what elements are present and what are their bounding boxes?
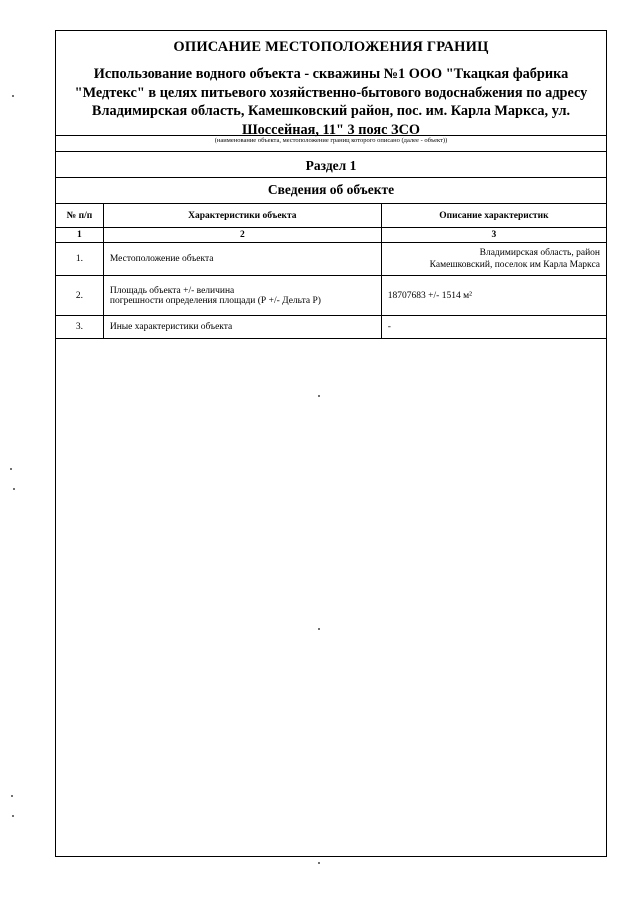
subject-line: Владимирская область, Камешковский район, пос. им. Карла Маркса, ул. bbox=[91, 103, 571, 120]
row-number: 1. bbox=[56, 243, 103, 276]
scan-speck bbox=[12, 815, 14, 817]
table-row bbox=[56, 316, 606, 339]
scan-speck bbox=[10, 468, 12, 470]
scan-speck bbox=[13, 488, 15, 490]
row-number: 2. bbox=[56, 276, 103, 316]
characteristic-line: погрешности определения площади (Р +/- Дельта Р) bbox=[109, 295, 321, 306]
description-cell: 18707683 +/- 1514 м² bbox=[381, 276, 606, 316]
header-cell: № п/п bbox=[56, 204, 103, 228]
divider bbox=[56, 151, 606, 152]
description-cell: - bbox=[381, 316, 606, 339]
scan-speck bbox=[11, 795, 13, 797]
subject-caption: (наименование объекта, местоположение границ которого описано (далее - объект)) bbox=[214, 137, 448, 144]
scan-speck bbox=[318, 862, 320, 864]
subject-line: "Медтекс" в целях питьевого хозяйственно-бытового водоснабжения по адресу bbox=[74, 84, 588, 101]
header-cell: Характеристики объекта bbox=[103, 204, 381, 228]
object-info-table bbox=[56, 203, 606, 339]
section-label: Раздел 1 bbox=[305, 158, 357, 173]
caption-underline bbox=[56, 135, 606, 136]
characteristic-line: Площадь объекта +/- величина bbox=[109, 285, 235, 296]
column-number-row bbox=[56, 228, 606, 243]
subject-line: Использование водного объекта - скважины №1 ООО "Ткацкая фабрика bbox=[93, 66, 569, 82]
table-row bbox=[56, 243, 606, 276]
table-row bbox=[56, 276, 606, 316]
table-header-row bbox=[56, 204, 606, 228]
characteristic-cell bbox=[103, 276, 381, 316]
divider bbox=[56, 177, 606, 178]
scan-speck bbox=[12, 95, 14, 97]
description-line: Камешковский, поселок им Карла Маркса bbox=[429, 260, 600, 270]
info-title: Сведения об объекте bbox=[267, 182, 395, 197]
document-frame bbox=[55, 30, 607, 857]
column-number: 3 bbox=[381, 228, 606, 243]
description-cell bbox=[381, 243, 606, 276]
scan-speck bbox=[318, 395, 320, 397]
scan-speck bbox=[318, 628, 320, 630]
characteristic-cell: Местоположение объекта bbox=[103, 243, 381, 276]
description-line: Владимирская область, район bbox=[479, 247, 600, 258]
object-subject bbox=[62, 65, 600, 139]
document-title: ОПИСАНИЕ МЕСТОПОЛОЖЕНИЯ ГРАНИЦ bbox=[173, 39, 489, 55]
row-number: 3. bbox=[56, 316, 103, 339]
column-number: 1 bbox=[56, 228, 103, 243]
characteristic-cell: Иные характеристики объекта bbox=[103, 316, 381, 339]
header-cell: Описание характеристик bbox=[381, 204, 606, 228]
column-number: 2 bbox=[103, 228, 381, 243]
subject-line: Шоссейная, 11" 3 пояс ЗСО bbox=[241, 121, 421, 138]
